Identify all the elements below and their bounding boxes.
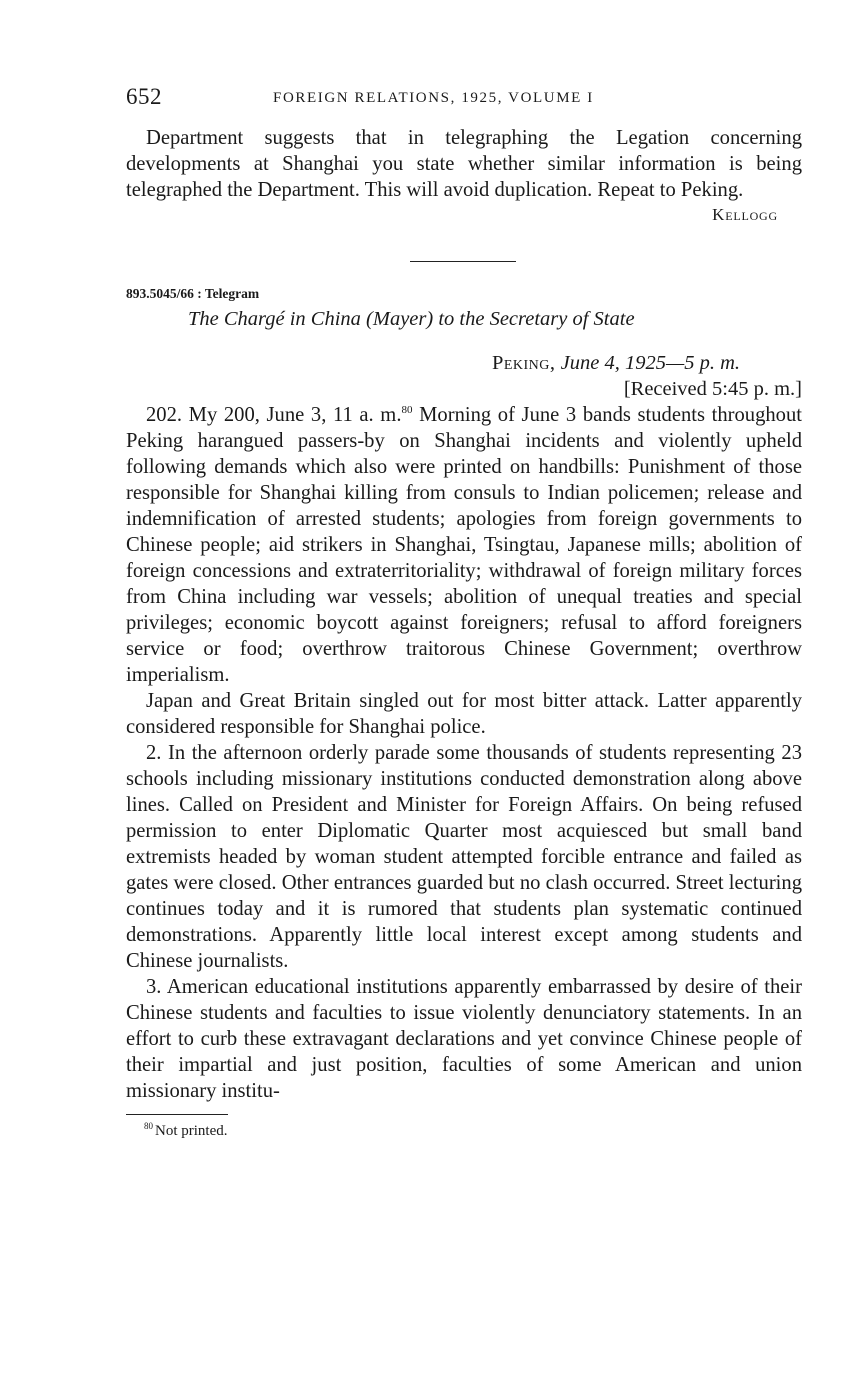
section-divider bbox=[410, 261, 516, 262]
paragraph-3: 3. American educational institutions apparently embarrassed by desire of their Chinese students and faculties to issue violently denunciatory statements. In an effort to curb these extravagant declarations and yet convince Chinese people of their impartial and just position, faculties of some American and union missionary institu- bbox=[126, 976, 802, 1102]
document-page bbox=[126, 84, 802, 1140]
page-number: 652 bbox=[126, 84, 162, 109]
dateline-place: Peking, bbox=[491, 352, 556, 374]
document-title: The Chargé in China (Mayer) to the Secretary of State bbox=[188, 308, 635, 330]
footnote bbox=[144, 1123, 802, 1140]
dateline-date: June 4, 1925—5 p. m. bbox=[560, 352, 740, 374]
opening-lead: 202. My 200, June 3, 11 a. m. bbox=[146, 404, 402, 426]
paragraph-japan: Japan and Great Britain singled out for most bitter attack. Latter apparently considered responsible for Shanghai police. bbox=[126, 690, 802, 738]
file-reference: 893.5045/66 : Telegram bbox=[126, 286, 260, 301]
paragraph-2: 2. In the afternoon orderly parade some thousands of students representing 23 schools including missionary institutions conducted demonstration along above lines. Called on President and Minister for Foreign Affairs. On being refused permission to enter Diplomatic Quarter most acquiesced but small band extremists headed by woman student attempted forcible entrance and failed as gates were closed. Other entrances guarded but no clash occurred. Street lecturing continues today and it is rumored that students plan systematic continued demonstrations. Apparently little local interest except among students and Chinese journalists. bbox=[126, 742, 802, 972]
continued-paragraph: Department suggests that in telegraphing the Legation concerning developments at Shanghai you state whether similar information is being telegraphed the Department. This will avoid duplication. Repeat to Peking. bbox=[126, 127, 802, 201]
received-line: [Received 5:45 p. m.] bbox=[623, 378, 802, 400]
footnote-mark: 80 bbox=[144, 1121, 153, 1131]
opening-paragraph bbox=[126, 402, 802, 688]
running-header bbox=[126, 84, 802, 118]
footnote-text: Not printed. bbox=[155, 1123, 228, 1139]
running-title: FOREIGN RELATIONS, 1925, VOLUME I bbox=[273, 90, 594, 106]
opening-body: Morning of June 3 bands students throughout Peking harangued passers-by on Shanghai incidents and violently upheld following demands which also were printed on handbills: Punishment of those responsible for Shanghai killing from consuls to Indian policemen; release and indemnification of arrested students; apologies from foreign governments to Chinese people; aid strikers in Shanghai, Tsingtau, Japanese mills; abolition of foreign concessions and extraterritoriality; withdrawal of foreign military forces from China including war vessels; abolition of unequal treaties and special privileges; economic boycott against foreigners; refusal to afford foreigners service or food; overthrow traitorous Chinese Government; overthrow imperialism. bbox=[126, 404, 802, 686]
footnote-reference: 80 bbox=[401, 404, 413, 417]
dateline bbox=[126, 350, 740, 376]
signature: Kellogg bbox=[712, 205, 778, 224]
footnote-divider bbox=[126, 1114, 228, 1115]
